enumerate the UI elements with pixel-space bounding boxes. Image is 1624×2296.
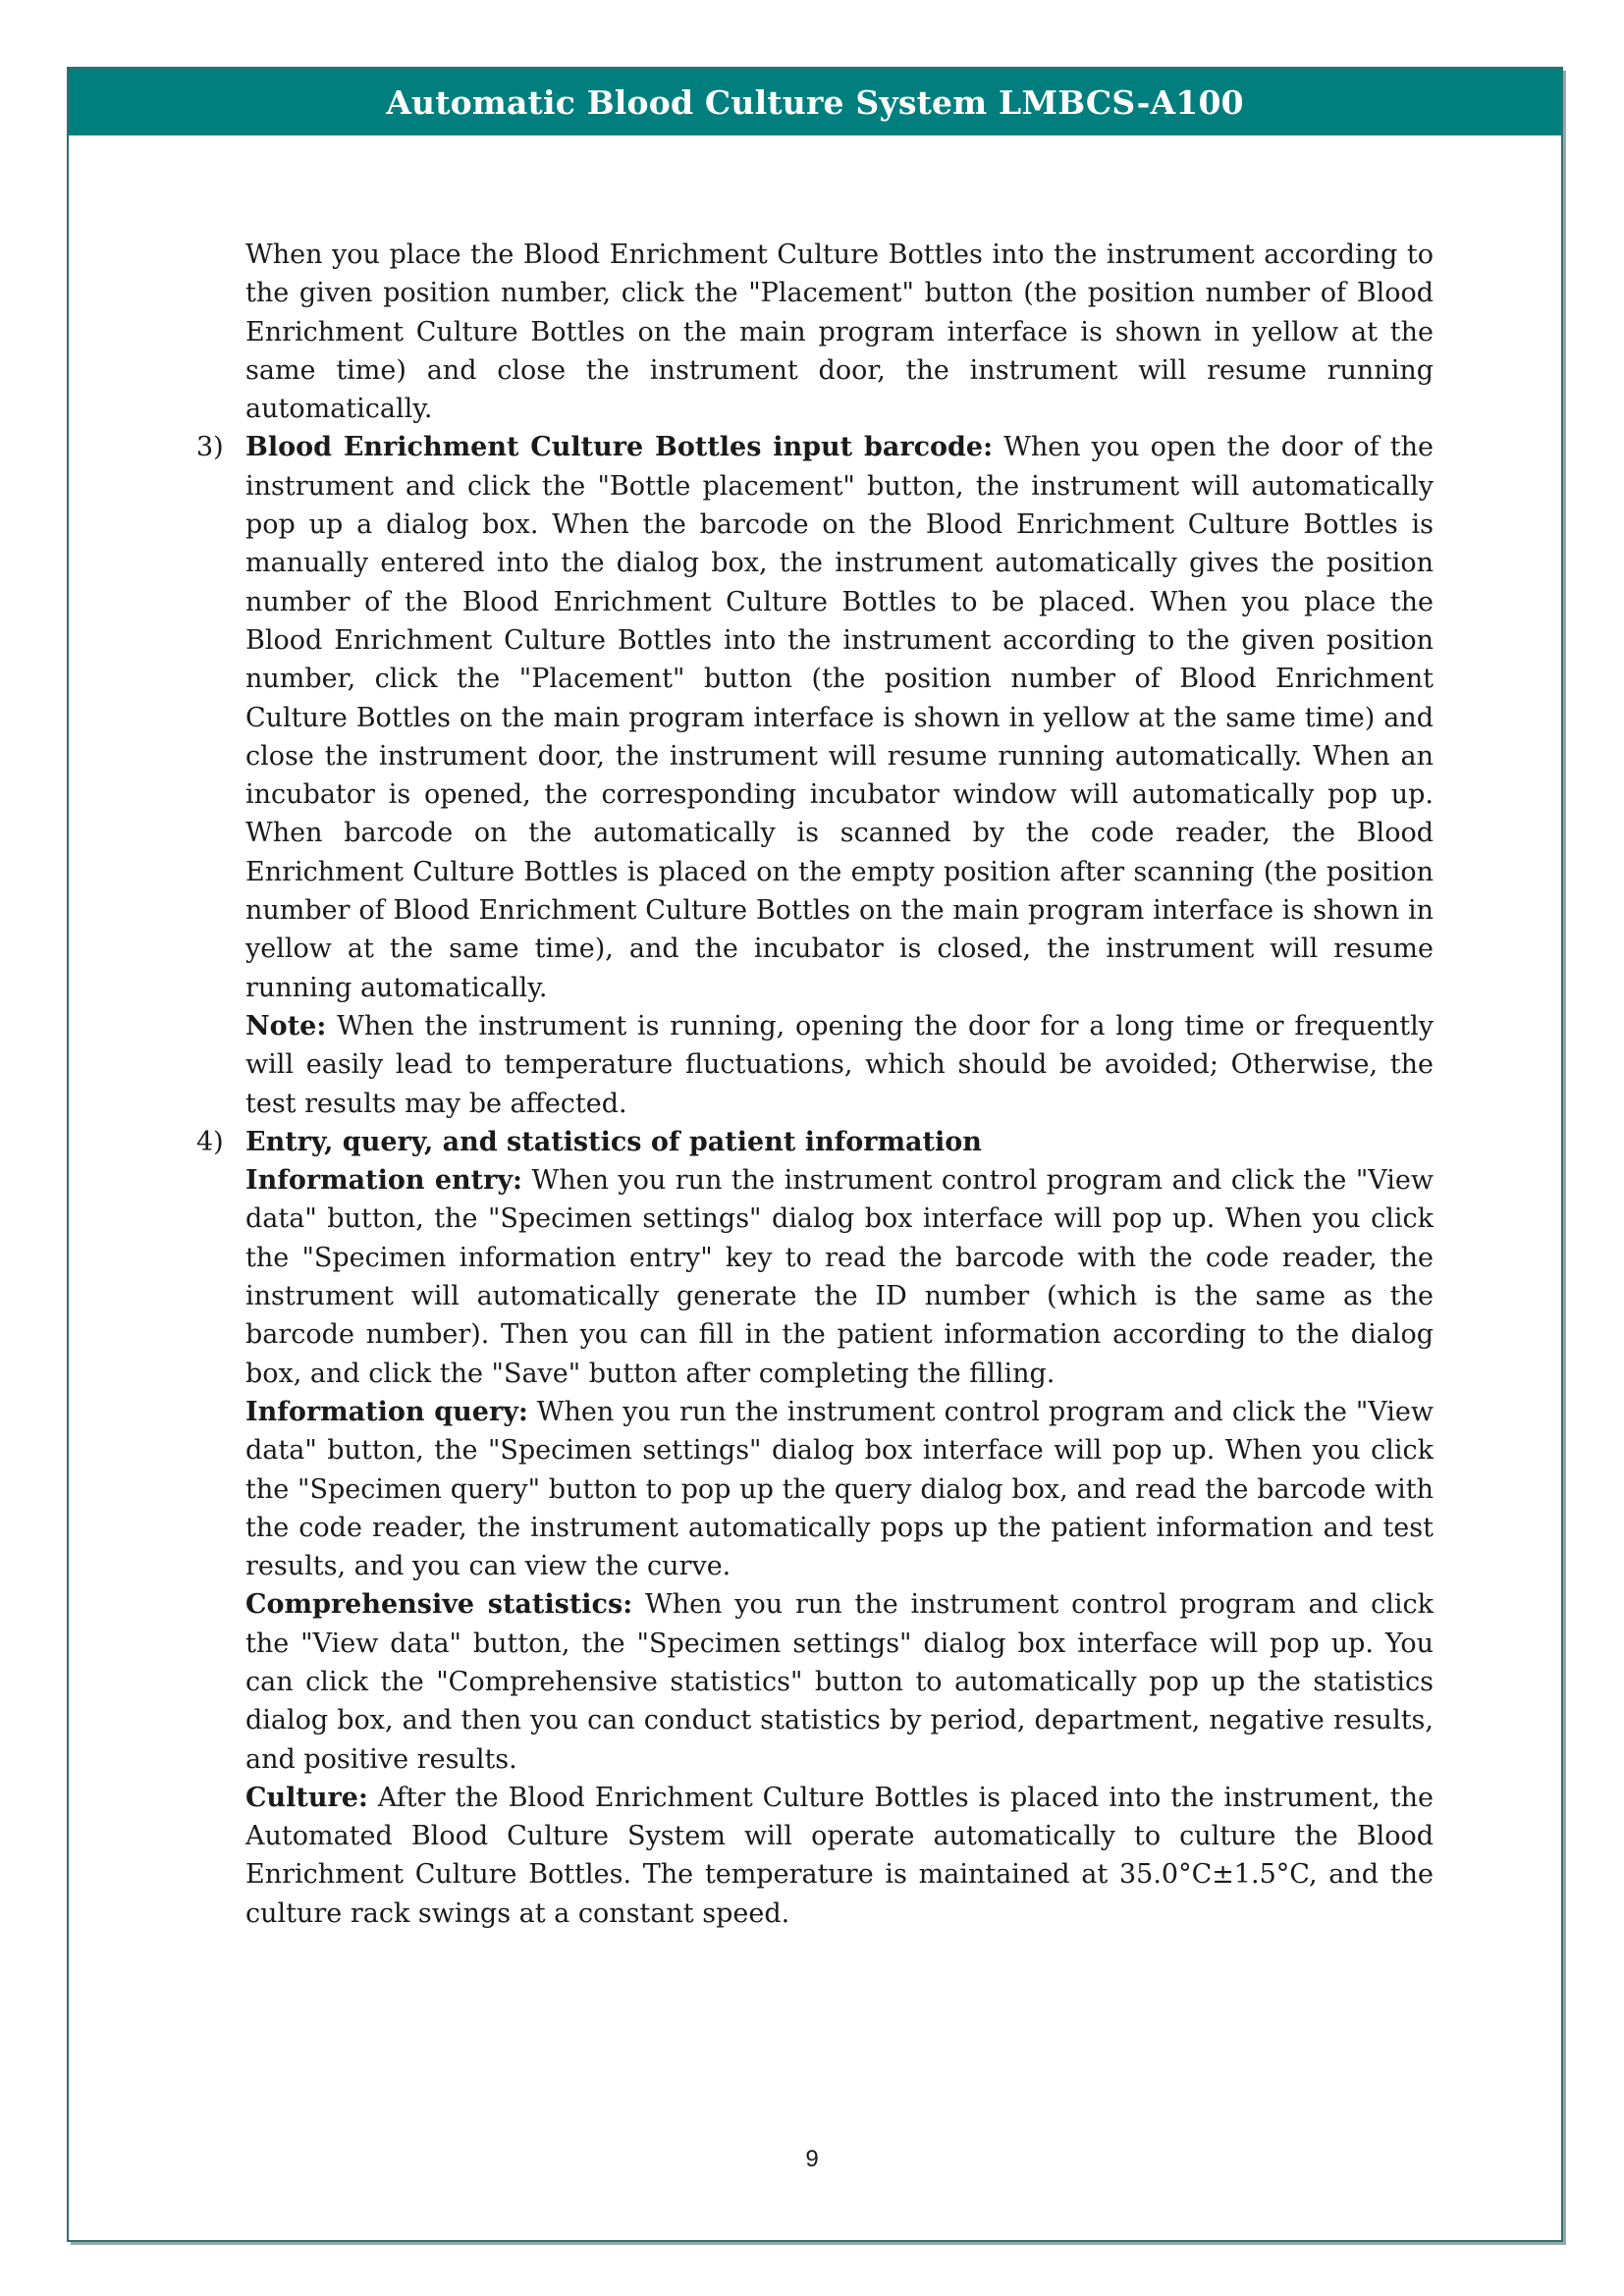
item-3: [196, 428, 1434, 1006]
header-band: [69, 69, 1561, 135]
comprehensive-statistics-label: Comprehensive statistics:: [245, 1589, 633, 1621]
item-4-heading: Entry, query, and statistics of patient information: [245, 1126, 982, 1157]
information-entry-label: Information entry:: [245, 1165, 522, 1197]
frame-shadow-right: [1563, 71, 1566, 2245]
intro-paragraph: When you place the Blood Enrichment Culture Bottles into the instrument according to the given position number, click the "Placement" button (the position number of Blood Enrichment Culture Bottles on the main program interface is shown in yellow at the same time) and close the instrument door, the instrument will resume running automatically.: [245, 240, 1434, 425]
frame-shadow-bottom: [71, 2242, 1566, 2245]
item-3-heading: Blood Enrichment Culture Bottles input barcode:: [245, 432, 994, 463]
information-entry-text: When you run the instrument control program and click the "View data" button, the "Specimen settings" dialog box interface will pop up. When you click the "Specimen information entry" key to read the barcode with the code reader, the instrument will automatically generate the ID number (which is the same as the barcode number). Then you can fill in the patient information according to the dialog box, and click the "Save" button after completing the filling.: [245, 1165, 1434, 1389]
culture-text: After the Blood Enrichment Culture Bottles is placed into the instrument, the Automated Blood Culture System will operate automatically to culture the Blood Enrichment Culture Bottles. The temperature is maintained at 35.0°C±1.5°C, and the culture rack swings at a constant speed.: [245, 1782, 1434, 1929]
note-text: When the instrument is running, opening the door for a long time or frequently will easily lead to temperature fluctuations, which should be avoided; Otherwise, the test results may be affected.: [245, 1010, 1434, 1119]
note-label: Note:: [245, 1010, 327, 1041]
item-4: [196, 1123, 1434, 1161]
item-3-note: [196, 1007, 1434, 1123]
information-query-text: When you run the instrument control program and click the "View data" button, the "Specimen settings" dialog box interface will pop up. When you click the "Specimen query" button to pop up the query dialog box, and read the barcode with the code reader, the instrument automatically pops up the patient information and test results, and you can view the curve.: [245, 1396, 1434, 1582]
item-3-text: When you open the door of the instrument and click the "Bottle placement" button, the instrument will automatically pop up a dialog box. When the barcode on the Blood Enrichment Culture Bottles is manually entered into the dialog box, the instrument automatically gives the position number of the Blood Enrichment Culture Bottles to be placed. When you place the Blood Enrichment Culture Bottles into the instrument according to the given position number, click the "Placement" button (the position number of Blood Enrichment Culture Bottles on the main program interface is shown in yellow at the same time) and close the instrument door, the instrument will resume running automatically. When an incubator is opened, the corresponding incubator window will automatically pop up. When barcode on the automatically is scanned by the code reader, the Blood Enrichment Culture Bottles is placed on the empty position after scanning (the position number of Blood Enrichment Culture Bottles on the main program interface is shown in yellow at the same time), and the incubator is closed, the instrument will resume running automatically.: [245, 432, 1434, 1003]
information-query-paragraph: [196, 1393, 1434, 1585]
information-entry-paragraph: [196, 1161, 1434, 1393]
comprehensive-statistics-paragraph: [196, 1585, 1434, 1778]
document-title: Automatic Blood Culture System LMBCS-A100: [386, 82, 1244, 122]
culture-paragraph: [196, 1779, 1434, 1933]
page-number: 9: [805, 2146, 819, 2172]
page-content: [196, 236, 1434, 1933]
item-4-number: 4): [196, 1126, 224, 1157]
comprehensive-statistics-text: When you run the instrument control program and click the "View data" button, the "Specimen settings" dialog box interface will pop up. You can click the "Comprehensive statistics" button to automatically pop up the statistics dialog box, and then you can conduct statistics by period, department, negative results, and positive results.: [245, 1589, 1434, 1775]
item-3-number: 3): [196, 432, 224, 463]
information-query-label: Information query:: [245, 1396, 528, 1427]
culture-label: Culture:: [245, 1782, 368, 1813]
